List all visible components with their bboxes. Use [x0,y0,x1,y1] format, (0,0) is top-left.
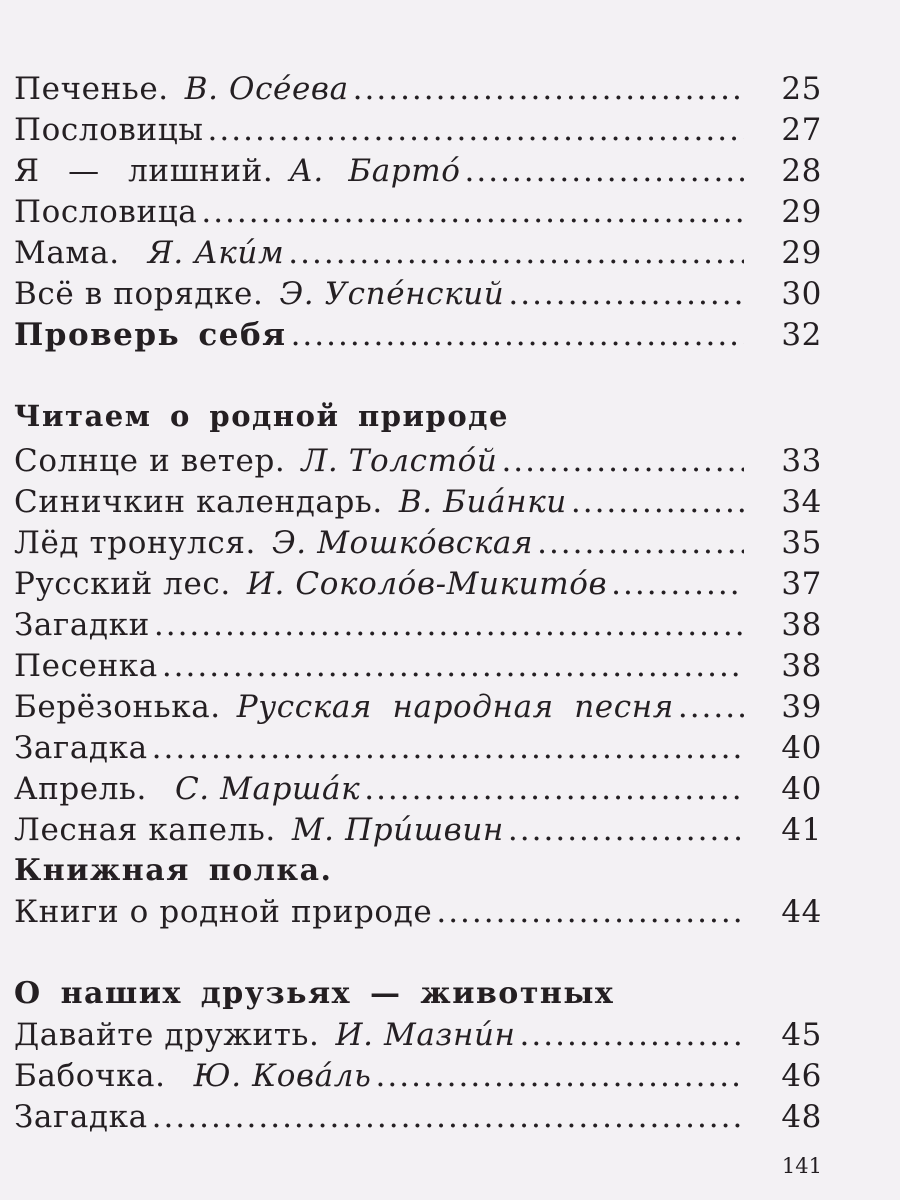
entry-author: И. Соколóв-Микитóв [246,566,608,602]
toc-entry [14,1014,822,1056]
entry-title: Апрель. [14,771,147,807]
leader-dots [364,768,744,810]
entry-page: 29 [781,194,822,230]
leader-dots [436,891,744,933]
toc-entry [14,809,822,851]
entry-page: 41 [781,812,822,848]
leader-dots [465,150,744,192]
page-number: 141 [781,1154,822,1178]
entry-author: И. Мазнúн [335,1017,516,1053]
leader-dots [678,686,744,728]
entry-page: 29 [781,235,822,271]
toc-entry [14,273,822,315]
entry-title: Всё в порядке. [14,276,264,312]
toc-entry [14,150,822,192]
entry-page: 40 [781,771,822,807]
entry-title: Я — лишний. [14,153,274,189]
toc-entry [14,768,822,810]
leader-dots [162,645,744,687]
entry-author: Я. Акúм [147,235,285,271]
entry-page: 37 [781,566,822,602]
section-heading: Читаем о родной природе [14,399,509,433]
toc-entry [14,1055,822,1097]
entry-title: Лесная капель. [14,812,276,848]
entry-page: 33 [781,443,822,479]
entry-title: Печенье. [14,71,169,107]
entry-author: С. Маршáк [174,771,361,807]
entry-page: 48 [781,1099,822,1135]
leader-dots [520,1014,744,1056]
leader-dots [201,191,744,233]
toc-entry [14,522,822,564]
entry-title: Давайте дружить. [14,1017,320,1053]
entry-page: 40 [781,730,822,766]
entry-author: Ю. Ковáль [193,1058,372,1094]
entry-author: В. Биáнки [398,484,567,520]
entry-page: 38 [781,607,822,643]
toc-entry [14,891,822,933]
entry-author: А. Бартó [289,153,461,189]
entry-page: 38 [781,648,822,684]
entry-page: 25 [781,71,822,107]
entry-page: 34 [781,484,822,520]
entry-title: Книги о родной природе [14,894,433,930]
toc-entry [14,645,822,687]
entry-author: М. Прúшвин [291,812,504,848]
entry-author: Э. Мошкóвская [271,525,534,561]
entry-author: Русская народная песня [236,689,674,725]
toc-entry [14,232,822,274]
entry-title: Песенка [14,648,158,684]
entry-title: Берёзонька. [14,689,221,725]
leader-dots [376,1055,744,1097]
entry-page: 35 [781,525,822,561]
entry-title: Загадка [14,730,148,766]
toc-entry [14,68,822,110]
leader-dots [353,68,744,110]
entry-title: Пословицы [14,112,204,148]
leader-dots [508,809,744,851]
entry-title: Русский лес. [14,566,231,602]
leader-dots [288,232,744,274]
entry-page: 44 [781,894,822,930]
entry-page: 45 [781,1017,822,1053]
entry-author: Л. Толстóй [301,443,498,479]
entry-title: Загадки [14,607,150,643]
leader-dots [501,440,744,482]
leader-dots [208,109,744,151]
toc-entry [14,481,822,523]
entry-author: Э. Успéнский [279,276,505,312]
toc-entry-check-yourself [14,314,822,356]
toc-entry [14,191,822,233]
leader-dots [152,727,744,769]
entry-page: 46 [781,1058,822,1094]
toc-entry [14,604,822,646]
entry-title: Лёд тронулся. [14,525,256,561]
entry-page: 30 [781,276,822,312]
toc-entry [14,727,822,769]
section-heading: О наших друзьях — животных [14,976,615,1011]
entry-title: Солнце и ветер. [14,443,286,479]
entry-author: В. Осéева [184,71,349,107]
toc-entry [14,440,822,482]
leader-dots [154,604,744,646]
entry-page: 39 [781,689,822,725]
entry-title: Бабочка. [14,1058,166,1094]
entry-page: 32 [781,317,822,353]
toc-entry [14,686,822,728]
entry-title: Синичкин календарь. [14,484,383,520]
entry-title: Проверь себя [14,317,287,353]
toc-entry [14,563,822,605]
leader-dots [291,314,744,356]
entry-title: Мама. [14,235,120,271]
entry-title: Загадка [14,1099,148,1135]
section-heading-bookshelf: Книжная полка. [14,853,333,888]
entry-page: 27 [781,112,822,148]
entry-page: 28 [781,153,822,189]
leader-dots [611,563,744,605]
leader-dots [152,1096,744,1138]
toc-entry [14,1096,822,1138]
toc-entry [14,109,822,151]
entry-title: Пословица [14,194,198,230]
leader-dots [537,522,744,564]
leader-dots [571,481,744,523]
leader-dots [508,273,744,315]
